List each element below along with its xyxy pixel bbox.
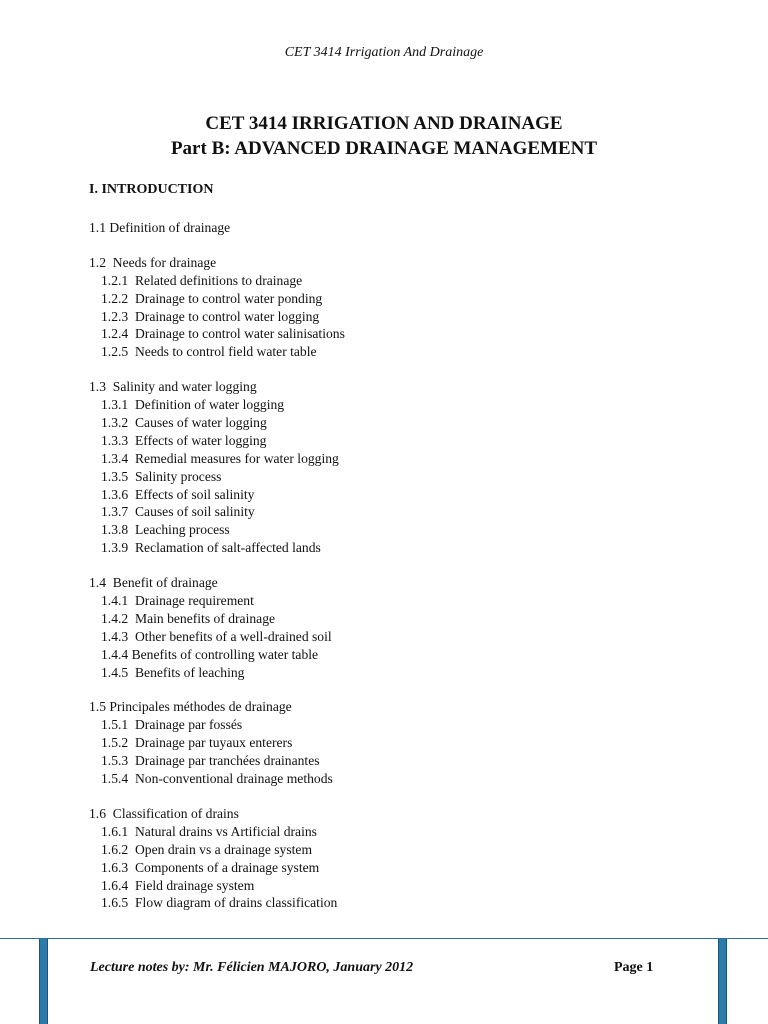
- toc-subsection: 1.6.4 Field drainage system: [101, 877, 255, 893]
- title-line-2: Part B: ADVANCED DRAINAGE MANAGEMENT: [170, 138, 598, 159]
- toc-subsection: 1.3.6 Effects of soil salinity: [101, 486, 255, 502]
- toc-section: [89, 378, 709, 557]
- toc-subsection: 1.6.5 Flow diagram of drains classification: [101, 895, 338, 911]
- toc-section-title: 1.4 Benefit of drainage: [89, 575, 218, 591]
- footer-bar-left: [39, 939, 48, 1024]
- toc-subsection: 1.3.9 Reclamation of salt-affected lands: [101, 540, 321, 556]
- toc-subsection: 1.3.5 Salinity process: [101, 468, 222, 484]
- toc-subsection: 1.2.5 Needs to control field water table: [101, 344, 317, 360]
- document-title: [0, 111, 768, 161]
- table-of-contents: [89, 219, 709, 929]
- toc-section-title: 1.5 Principales méthodes de drainage: [89, 699, 292, 715]
- toc-subsection: 1.4.3 Other benefits of a well-drained soil: [101, 628, 332, 644]
- toc-section-title: 1.2 Needs for drainage: [89, 254, 217, 270]
- toc-subsection: 1.6.3 Components of a drainage system: [101, 859, 320, 875]
- toc-subsection: 1.2.4 Drainage to control water salinisations: [101, 326, 345, 342]
- toc-subsection: 1.5.3 Drainage par tranchées drainantes: [101, 753, 320, 769]
- toc-section: [89, 574, 709, 681]
- toc-section-title: 1.1 Definition of drainage: [89, 220, 231, 235]
- toc-subsection: 1.4.5 Benefits of leaching: [101, 664, 245, 680]
- toc-subsection: 1.2.3 Drainage to control water logging: [101, 308, 320, 324]
- toc-subsection: 1.2.2 Drainage to control water ponding: [101, 290, 323, 306]
- toc-subsection: 1.5.4 Non-conventional drainage methods: [101, 771, 333, 787]
- footer-page-number: Page 1: [614, 960, 654, 975]
- toc-section-title: 1.3 Salinity and water logging: [89, 379, 257, 395]
- toc-subsection: 1.3.8 Leaching process: [101, 522, 230, 538]
- toc-subsection: 1.4.1 Drainage requirement: [101, 593, 254, 609]
- toc-section: [89, 254, 709, 361]
- toc-section: [89, 219, 709, 237]
- footer-bar-right: [718, 939, 727, 1024]
- toc-subsection: 1.3.2 Causes of water logging: [101, 415, 267, 431]
- toc-subsection: 1.3.7 Causes of soil salinity: [101, 504, 255, 520]
- title-line-1: CET 3414 IRRIGATION AND DRAINAGE: [205, 113, 563, 134]
- toc-section-title: 1.6 Classification of drains: [89, 805, 239, 821]
- toc-subsection: 1.4.2 Main benefits of drainage: [101, 610, 276, 626]
- toc-section: [89, 698, 709, 787]
- running-header: CET 3414 Irrigation And Drainage: [284, 45, 484, 60]
- toc-subsection: 1.3.3 Effects of water logging: [101, 432, 267, 448]
- toc-subsection: 1.6.1 Natural drains vs Artificial drains: [101, 823, 317, 839]
- footer-rule: [0, 938, 768, 939]
- toc-subsection: 1.3.4 Remedial measures for water logging: [101, 450, 339, 466]
- toc-subsection: 1.5.1 Drainage par fossés: [101, 717, 243, 733]
- toc-subsection: 1.5.2 Drainage par tuyaux enterers: [101, 735, 293, 751]
- toc-subsection: 1.6.2 Open drain vs a drainage system: [101, 841, 313, 857]
- footer-author: Lecture notes by: Mr. Félicien MAJORO, January 2012: [90, 960, 414, 975]
- toc-subsection: 1.2.1 Related definitions to drainage: [101, 272, 303, 288]
- toc-subsection: 1.4.4 Benefits of controlling water table: [101, 646, 319, 662]
- toc-subsection: 1.3.1 Definition of water logging: [101, 397, 285, 413]
- section-heading: I. INTRODUCTION: [89, 182, 214, 197]
- toc-section: [89, 805, 709, 912]
